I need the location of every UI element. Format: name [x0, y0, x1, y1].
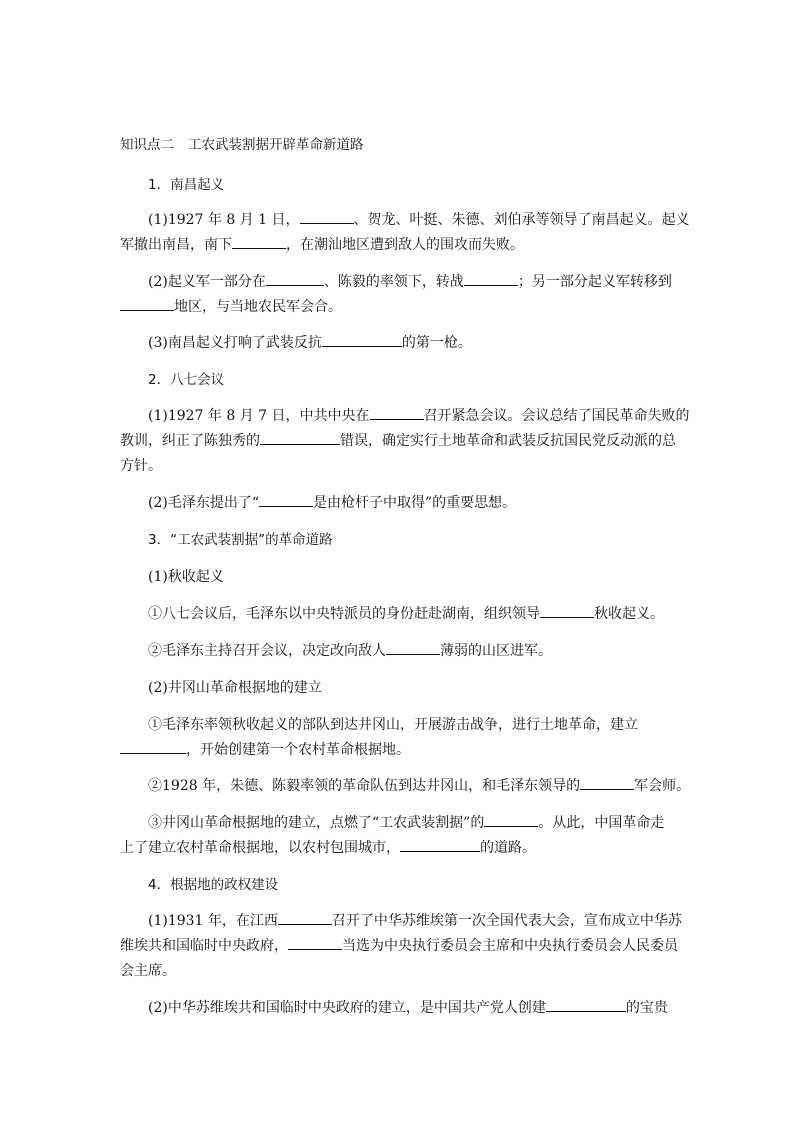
answer-blank[interactable]	[232, 235, 286, 249]
s4-p1-line2: 维埃共和国临时中央政府， 当选为中央执行委员会主席和中央执行委员会人民委员	[120, 938, 678, 954]
answer-blank[interactable]	[288, 936, 342, 950]
s4-p2: (2)中华苏维埃共和国临时中央政府的建立，是中国共产党人创建 的宝贵	[148, 1000, 668, 1016]
section-heading	[120, 135, 680, 155]
answer-blank[interactable]	[259, 493, 313, 507]
s3-item3-line2: ，开始创建第一个农村革命根据地。	[120, 740, 680, 760]
answer-blank[interactable]	[322, 333, 402, 347]
s1-p3: (3)南昌起义打响了武装反抗 的第一枪。	[148, 335, 472, 351]
s1-title: 1．南昌起义	[148, 177, 225, 193]
s1-p1-line1: (1)1927 年 8 月 1 日， 、贺龙、叶挺、朱德、刘伯承等领导了南昌起义。起义	[148, 212, 690, 228]
s3-item1: ①八七会议后，毛泽东以中央特派员的身份赶赴湖南，组织领导 秋收起义。	[148, 606, 664, 622]
s2-p1-line2: 教训，纠正了陈独秀的 错误，确定实行土地革命和武装反抗国民党反动派的总	[120, 433, 676, 449]
answer-blank[interactable]	[370, 406, 424, 420]
answer-blank[interactable]	[120, 297, 174, 311]
answer-blank[interactable]	[386, 641, 440, 655]
heading-title: 工农武装割据开辟革命新道路	[188, 137, 364, 153]
answer-blank[interactable]	[120, 740, 186, 754]
s1-p1-line2: 军撤出南昌，南下 ，在潮汕地区遭到敌人的围攻而失败。	[120, 237, 524, 253]
answer-blank[interactable]	[278, 911, 332, 925]
answer-blank[interactable]	[546, 998, 626, 1012]
answer-blank[interactable]	[400, 838, 480, 852]
s2-p1-line3: 方针。	[120, 458, 162, 474]
s2-p1-line1: (1)1927 年 8 月 7 日，中共中央在 召开紧急会议。会议总结了国民革命失败的	[148, 408, 690, 424]
s3-sub1: (1)秋收起义	[148, 569, 224, 585]
answer-blank[interactable]	[464, 272, 518, 286]
answer-blank[interactable]	[484, 813, 538, 827]
s3-item5-line1: ③井冈山革命根据地的建立，点燃了“工农武装割据”的 。从此，中国革命走	[148, 815, 665, 831]
s3-sub2: (2)井冈山革命根据地的建立	[148, 680, 322, 696]
s4-p1-line1: (1)1931 年，在江西 召开了中华苏维埃第一次全国代表大会，宣布成立中华苏	[148, 913, 682, 929]
s3-item2: ②毛泽东主持召开会议，决定改向敌人 薄弱的山区进军。	[148, 643, 552, 659]
s1-p2-line2: 地区，与当地农民军会合。	[120, 297, 680, 317]
s3-item4: ②1928 年，朱德、陈毅率领的革命队伍到达井冈山，和毛泽东领导的 军会师。	[148, 778, 691, 794]
s4-title: 4．根据地的政权建设	[148, 877, 279, 893]
s3-title: 3．“工农武装割据”的革命道路	[148, 532, 333, 548]
s2-p2: (2)毛泽东提出了“ 是由枪杆子中取得”的重要思想。	[148, 495, 517, 511]
answer-blank[interactable]	[260, 431, 340, 445]
s1-p2-line1: (2)起义军一部分在 、陈毅的率领下，转战 ；另一部分起义军转移到	[148, 274, 672, 290]
s3-item5-line2: 上了建立农村革命根据地，以农村包围城市， 的道路。	[120, 840, 536, 856]
heading-label: 知识点二	[120, 137, 174, 153]
answer-blank[interactable]	[580, 776, 634, 790]
s2-title: 2．八七会议	[148, 372, 225, 388]
answer-blank[interactable]	[266, 272, 324, 286]
s4-p1-line3: 会主席。	[120, 963, 176, 979]
answer-blank[interactable]	[300, 210, 354, 224]
s3-item3-line1: ①毛泽东率领秋收起义的部队到达井冈山，开展游击战争，进行土地革命，建立	[148, 717, 638, 733]
answer-blank[interactable]	[540, 604, 594, 618]
